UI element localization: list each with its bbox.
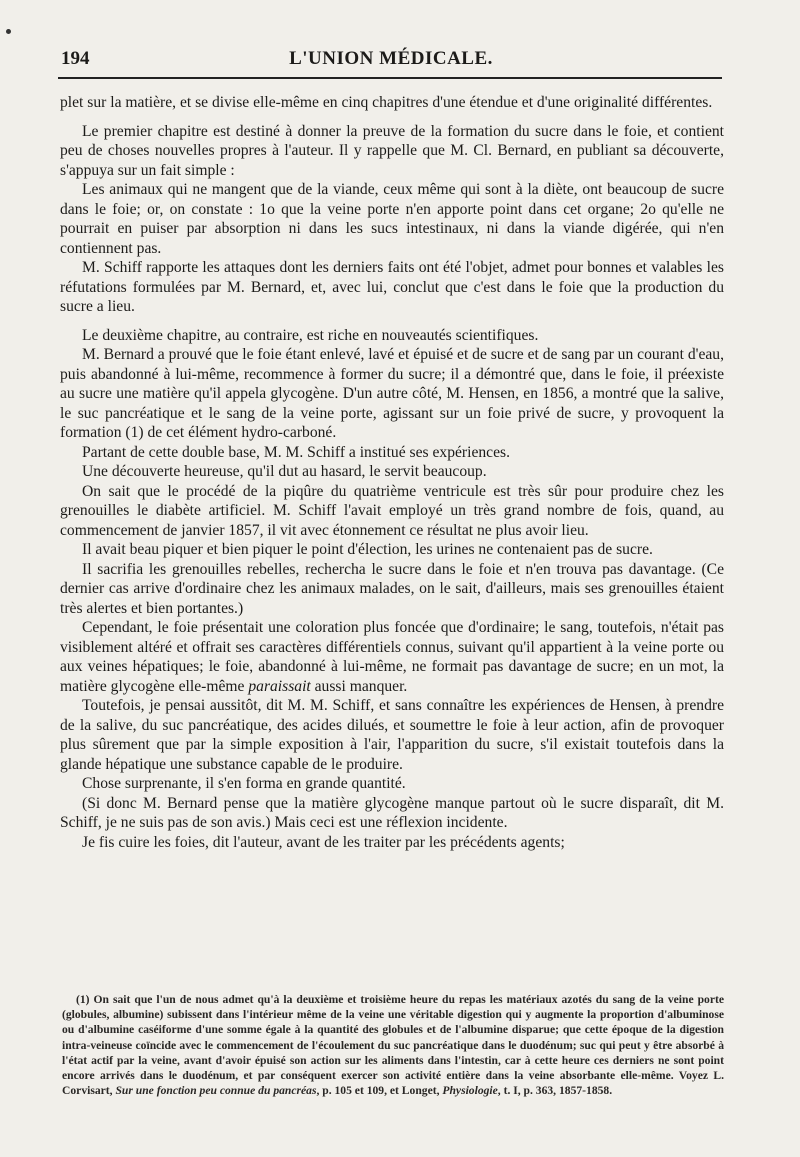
italic-title: Physiologie [442,1084,498,1098]
paragraph: M. Schiff rapporte les attaques dont les derniers faits ont été l'objet, admet pour bonnes et valables les réfutations formulées par M. Bernard, et, avec lui, conclut que c'est dans le foie que la production du sucre a lieu. [60,259,724,315]
paragraph: M. Bernard a prouvé que le foie étant enlevé, lavé et épuisé et de sucre et de sang par un courant d'eau, puis abandonné à lui-même, recommence à former du sucre; il a démontré que, dans le foie, il préexiste au sucre une matière qu'il appela glycogène. D'un autre côté, M. Hensen, en 1856, a montré que la salive, le suc pancréatique et le sang de la veine porte, agissant sur un foie privé de sucre, y provoquent la formation (1) de cet élément hydro-carboné. [60,346,724,441]
paragraph: (Si donc M. Bernard pense que la matière glycogène manque partout où le sucre disparaît, dit M. Schiff, je ne suis pas de son avis.) Mais ceci est une réflexion incidente. [60,794,724,831]
article-body [60,93,724,852]
paragraph: Une découverte heureuse, qu'il dut au hasard, le servit beaucoup. [82,463,487,480]
running-title: L'UNION MÉDICALE. [289,48,493,69]
paragraph: Je fis cuire les foies, dit l'auteur, avant de les traiter par les précédents agents; [82,833,565,851]
text-run: , t. I, p. 363, 1857-1858. [497,1084,613,1098]
paragraph: Il sacrifia les grenouilles rebelles, rechercha le sucre dans le foie et n'en trouva pas davantage. (Ce dernier cas arrive d'ordinaire chez les animaux malades, on le sait, d'ailleurs, mais ses grenouilles étaient très alertes et bien portantes.) [60,560,724,617]
paragraph: plet sur la matière, et se divise elle-même en cinq chapitres d'une étendue et d'une originalité différentes. [60,94,713,111]
text-run: (1) On sait que l'un de nous admet qu'à la deuxième et troisième heure du repas les matériaux azotés du sang de la veine porte (globules, albumine) subissent dans l'intérieur même de la veine une véritable digestion qui y augmente la proportion d'albuminose ou d'albumine caséiforme d'une somme égale à la quantité des globules et de l'albumine disparue; que cette époque de la digestion intra-veineuse coïncide avec le commencement de l'écoulement du suc pancréatique dans le duodénum; suc qui peut y être absorbé à l'état actif par la veine, avant d'avoir épuisé son action sur les aliments dans l'intestin, car à cette heure ces derniers ne sont point encore arrivés dans le duodénum, et par conséquent exercer son activité entière dans la veine absorbante elle-même. Voyez L. Corvisart, [62,993,724,1098]
italic-word: paraissait [248,677,311,695]
paragraph: Toutefois, je pensai aussitôt, dit M. M. Schiff, et sans connaître les expériences de Hensen, à prendre de la salive, du suc pancréatique, des acides dilués, et soumettre le foie à leur action, afin de provoquer plus sûrement que par la simple exposition à l'air, l'apparition du sucre, s'il existait toutefois dans la glande hépatique une substance capable de le produire. [60,697,724,773]
text-run: aussi manquer. [314,677,408,695]
ink-dot [6,29,11,34]
footnote-text [62,992,724,1098]
text-run: , p. 105 et 109, et Longet, [316,1084,440,1098]
paragraph [60,618,724,696]
paragraph: Chose surprenante, il s'en forma en grande quantité. [82,775,406,792]
paragraph: Partant de cette double base, M. M. Schiff a institué ses expériences. [82,443,510,461]
paragraph: On sait que le procédé de la piqûre du quatrième ventricule est très sûr pour produire chez les grenouilles le diabète artificiel. M. Schiff l'avait employé un très grand nombre de fois, quand, au commencement de janvier 1857, il vit avec étonnement ce résultat ne plus avoir lieu. [60,482,724,539]
paragraph: Le deuxième chapitre, au contraire, est riche en nouveautés scientifiques. [82,326,539,344]
paragraph: Les animaux qui ne mangent que de la viande, ceux même qui sont à la diète, ont beaucoup de sucre dans le foie; or, on constate : 1o que la veine porte n'en apporte point dans cet organe; 2o qu'elle ne pourrait en puiser par absorption ni dans les sucs intestinaux, ni dans la viande digérée, qui n'en contiennent pas. [60,181,724,257]
footnote [62,992,724,1098]
italic-title: Sur une fonction peu connue du pancréas [115,1084,317,1098]
paragraph: Il avait beau piquer et bien piquer le point d'élection, les urines ne contenaient pas de sucre. [82,541,653,558]
header-rule [58,77,722,79]
page-number: 194 [61,48,90,69]
text-run: Cependant, le foie présentait une coloration plus foncée que d'ordinaire; le sang, toutefois, n'était pas visiblement altéré et offrait ses caractères différentiels connus, suivant qu'il appartient à la veine porte ou aux veines hépatiques; le foie, abandonné à lui-même, ne formait pas davantage de sucre; en un mot, la matière glycogène elle-même [60,619,724,695]
page-header [61,48,721,76]
paragraph: Le premier chapitre est destiné à donner la preuve de la formation du sucre dans le foie, et contient peu de choses nouvelles propres à l'auteur. Il y rappelle que M. Cl. Bernard, en publiant sa découverte, s'appuya sur un fait simple : [60,122,724,179]
